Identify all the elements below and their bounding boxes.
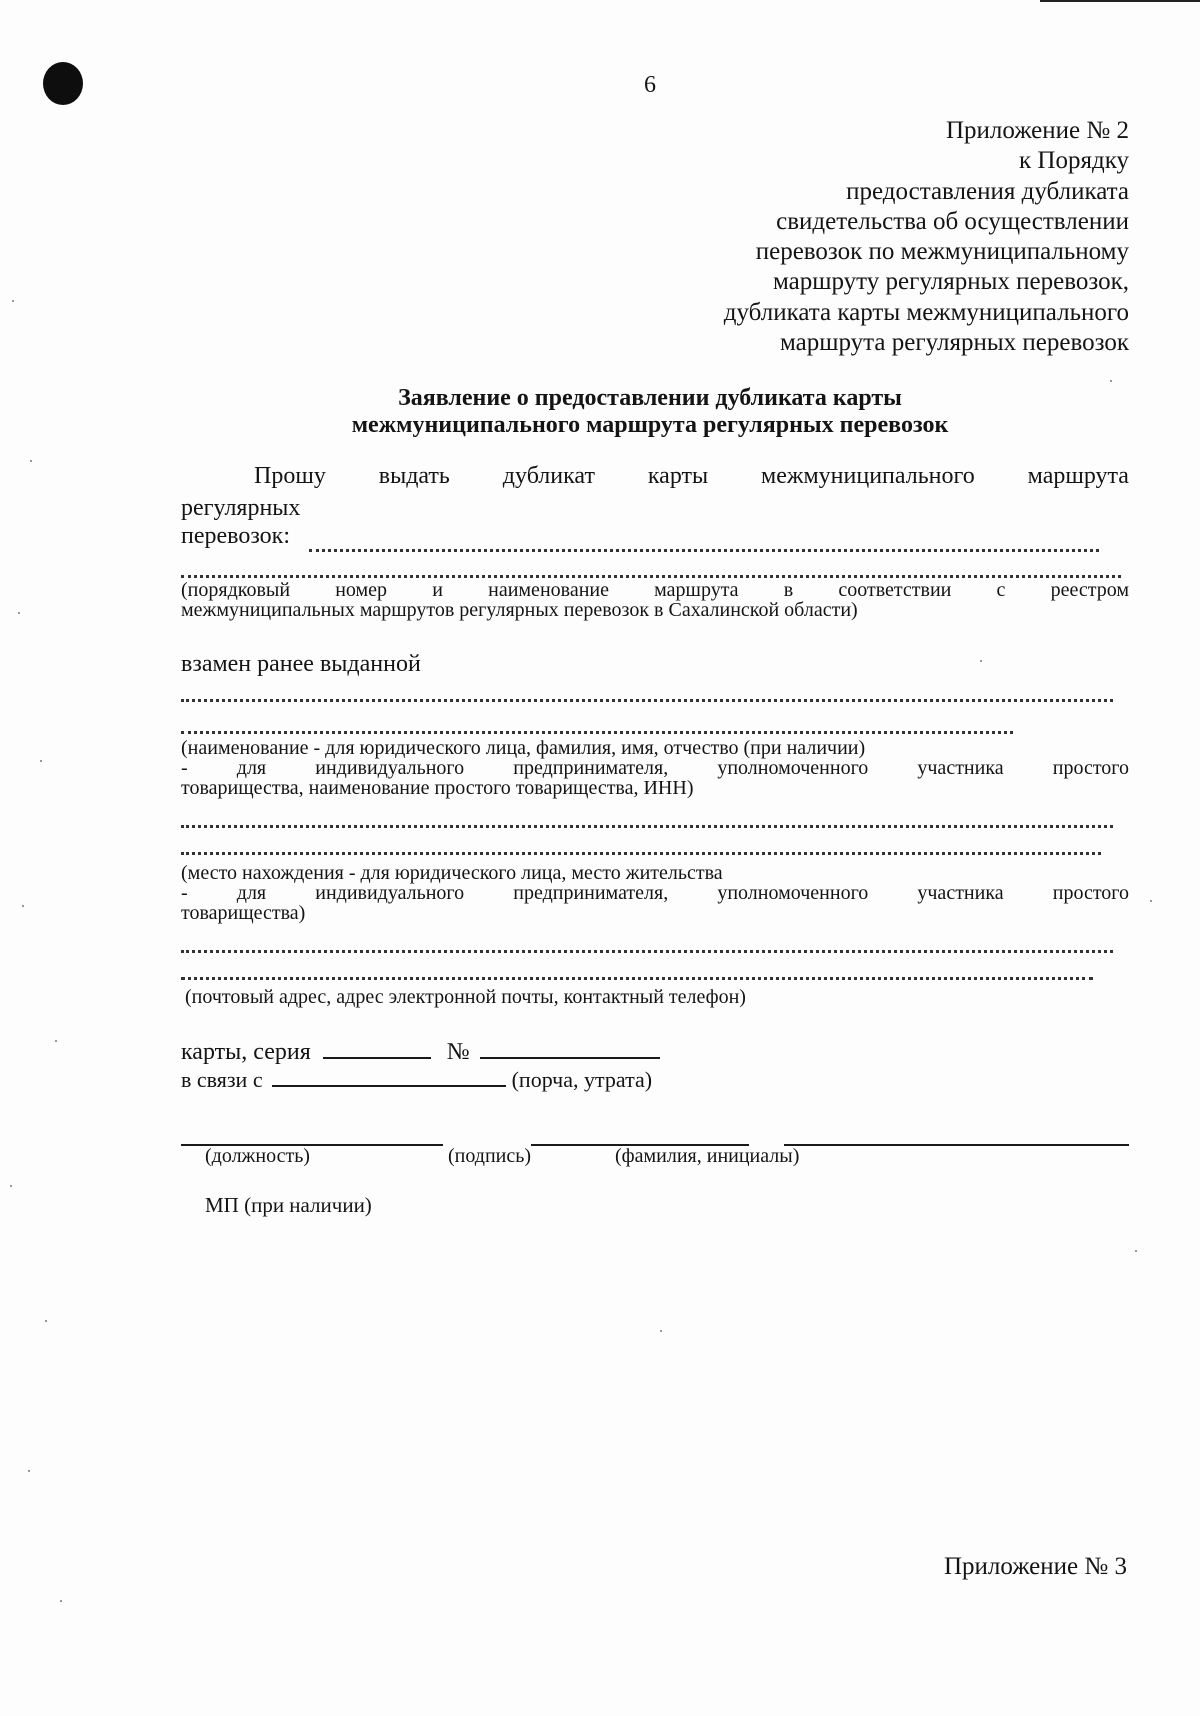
request-word: карты [647, 463, 709, 489]
request-word: Прошу [254, 463, 326, 489]
annex-line: свидетельства об осуществлении [776, 207, 1129, 235]
instead-label: взамен ранее выданной [181, 651, 421, 677]
reason-hint: (порча, утрата) [511, 1067, 653, 1092]
annex-line: Приложение № 2 [945, 117, 1129, 144]
sign-label: (подпись) [448, 1145, 532, 1167]
title-line-1: Заявление о предоставлении дубликата карты [398, 385, 902, 411]
request-word: маршрута [1027, 463, 1129, 489]
annex-header [724, 116, 1129, 358]
request-line-2: регулярных [181, 495, 301, 521]
reason-input[interactable] [272, 1065, 506, 1087]
card-series-row [181, 1035, 660, 1066]
name-label: (фамилия, инициалы) [615, 1145, 800, 1167]
next-annex-heading: Приложение № 3 [943, 1553, 1127, 1580]
position-label: (должность) [205, 1145, 310, 1167]
title-line-2: межмуниципального маршрута регулярных перевозок [351, 412, 949, 438]
annex-line: к Порядку [1019, 147, 1129, 175]
annex-line: предоставления дубликата [846, 177, 1129, 205]
location-fill-line-2[interactable] [181, 852, 1101, 859]
route-fill-line-1[interactable] [309, 549, 1099, 556]
number-label: № [446, 1039, 470, 1065]
scan-edge-line [1040, 0, 1200, 2]
location-fill-line-1[interactable] [181, 825, 1113, 832]
postal-fill-line-2[interactable] [181, 977, 1093, 984]
hole-punch-mark [43, 62, 83, 105]
series-label: карты, серия [181, 1039, 311, 1065]
request-word: межмуниципального [761, 463, 975, 489]
stamp-note: МП (при наличии) [205, 1193, 372, 1217]
page-number: 6 [644, 72, 656, 98]
series-input[interactable] [323, 1035, 431, 1059]
annex-line: маршруту регулярных перевозок, [773, 268, 1129, 296]
location-caption: (место нахождения - для юридического лица, место жительства - для индивидуального предпринимателя, уполномоченного участника простого товарищества) [181, 862, 1129, 924]
name-signature-line[interactable] [784, 1144, 1129, 1146]
reason-row [181, 1065, 652, 1093]
holder-fill-line-1[interactable] [181, 699, 1113, 706]
route-caption: (порядковый номер и наименование маршрута в соответствии с реестром межмуниципальных маршрутов регулярных перевозок в Сахалинской области) [181, 579, 1129, 621]
document-title [250, 385, 1050, 439]
annex-line: перевозок по межмуниципальному [755, 238, 1129, 266]
request-word: дубликат [502, 463, 595, 489]
holder-caption: (наименование - для юридического лица, фамилия, имя, отчество (при наличии) - для индивидуального предпринимателя, уполномоченного участника простого товарищества, наименование простого товарищества, ИНН) [181, 737, 1129, 799]
annex-line: маршрута регулярных перевозок [780, 329, 1129, 357]
request-word: выдать [378, 463, 450, 489]
reason-label: в связи с [181, 1067, 263, 1092]
postal-caption: (почтовый адрес, адрес электронной почты, контактный телефон) [185, 986, 746, 1008]
number-input[interactable] [480, 1035, 660, 1059]
annex-line: дубликата карты межмуниципального [723, 298, 1129, 326]
request-line-3: перевозок: [181, 523, 290, 549]
postal-fill-line-1[interactable] [181, 950, 1113, 957]
request-sentence [181, 463, 1129, 490]
